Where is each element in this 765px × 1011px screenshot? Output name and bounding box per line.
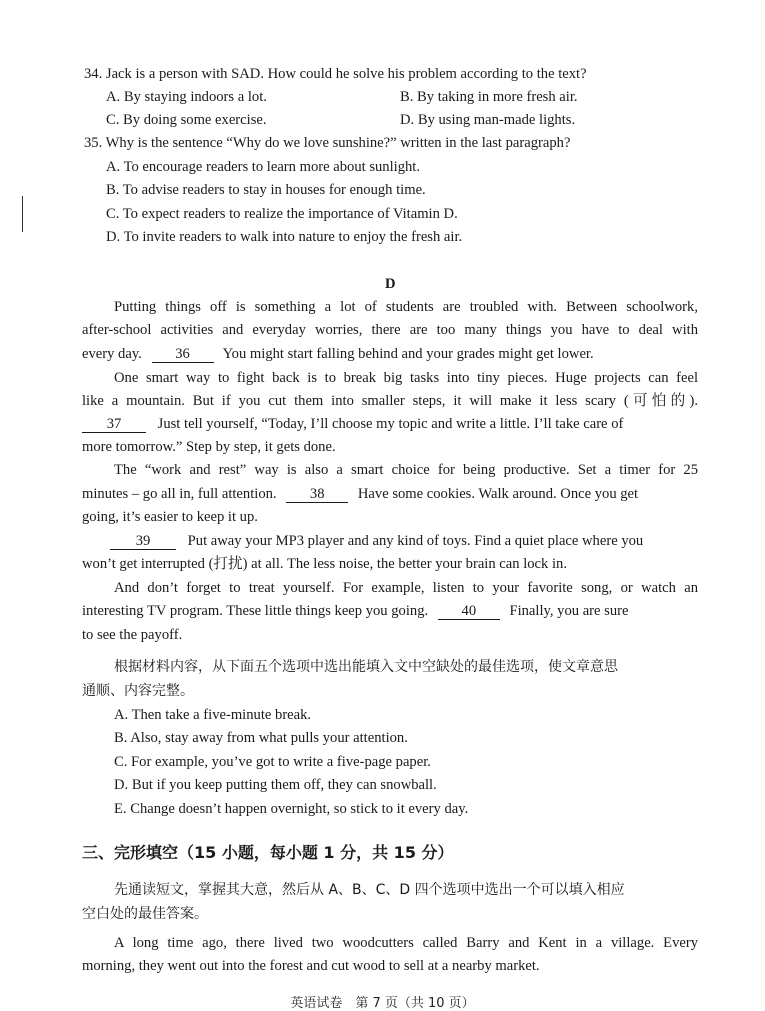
passage-d-line: Putting things off is something a lot of students are troubled with. Between schoolwork, bbox=[114, 299, 698, 315]
question-35-stem: 35. Why is the sentence “Why do we love sunshine?” written in the last paragraph? bbox=[84, 135, 571, 151]
option-e: E. Change doesn’t happen overnight, so stick to it every day. bbox=[114, 801, 469, 817]
passage-d-text: interesting TV program. These little things keep you going. bbox=[82, 603, 429, 619]
instruction-d: 根据材料内容，从下面五个选项中选出能填入文中空缺处的最佳选项，使文章意思 bbox=[114, 659, 618, 675]
passage-d-line: going, it’s easier to keep it up. bbox=[82, 509, 258, 525]
margin-mark bbox=[22, 196, 23, 232]
section-instruction: 空白处的最佳答案。 bbox=[82, 906, 208, 922]
passage-d-text: Finally, you are sure bbox=[509, 603, 629, 619]
section-title: 三、完形填空（15 小题，每小题 1 分，共 15 分） bbox=[82, 843, 454, 862]
passage-d-text: every day. bbox=[82, 346, 142, 362]
page-footer: 英语试卷 第 7 页（共 10 页） bbox=[290, 996, 475, 1011]
section-instruction: 先通读短文，掌握其大意，然后从 A、B、C、D 四个选项中选出一个可以填入相应 bbox=[114, 882, 625, 898]
passage-d-line: One smart way to fight back is to break big tasks into tiny pieces. Huge projects can feel bbox=[114, 370, 698, 386]
passage-d-line: like a mountain. But if you cut them into smaller steps, it will make it less scary (可怕的). bbox=[82, 393, 698, 409]
blank-36[interactable]: 36 bbox=[152, 346, 214, 363]
passage-d-line bbox=[82, 344, 594, 364]
passage-d-line: won’t get interrupted (打扰) at all. The less noise, the better your brain can lock in. bbox=[82, 556, 567, 572]
blank-39[interactable]: 39 bbox=[110, 533, 176, 550]
question-35-option-d: D. To invite readers to walk into nature to enjoy the fresh air. bbox=[106, 229, 463, 245]
question-34-stem: 34. Jack is a person with SAD. How could he solve his problem according to the text? bbox=[84, 66, 587, 82]
passage-d-line: The “work and rest” way is also a smart choice for being productive. Set a timer for 25 bbox=[114, 462, 698, 478]
question-34-option-d: D. By using man-made lights. bbox=[400, 112, 576, 128]
option-b: B. Also, stay away from what pulls your attention. bbox=[114, 730, 408, 746]
option-d: D. But if you keep putting them off, they can snowball. bbox=[114, 777, 437, 793]
passage-d-line bbox=[82, 484, 638, 504]
cloze-passage-line: A long time ago, there lived two woodcutters called Barry and Kent in a village. Every bbox=[114, 935, 698, 951]
passage-d-line: more tomorrow.” Step by step, it gets done. bbox=[82, 439, 336, 455]
passage-d-line: And don’t forget to treat yourself. For example, listen to your favorite song, or watch an bbox=[114, 580, 698, 596]
question-34-option-a: A. By staying indoors a lot. bbox=[106, 89, 267, 105]
passage-d-heading: D bbox=[385, 276, 396, 292]
question-35-option-c: C. To expect readers to realize the importance of Vitamin D. bbox=[106, 206, 458, 222]
passage-d-text: Just tell yourself, “Today, I’ll choose my topic and write a little. I’ll take care of bbox=[157, 416, 624, 432]
question-34-option-b: B. By taking in more fresh air. bbox=[400, 89, 578, 105]
passage-d-line bbox=[82, 601, 628, 621]
option-a: A. Then take a five-minute break. bbox=[114, 707, 312, 723]
passage-d-text: minutes – go all in, full attention. bbox=[82, 486, 277, 502]
cloze-passage-line: morning, they went out into the forest and cut wood to sell at a nearby market. bbox=[82, 958, 540, 974]
question-35-option-a: A. To encourage readers to learn more about sunlight. bbox=[106, 159, 420, 175]
passage-d-text: You might start falling behind and your grades might get lower. bbox=[222, 346, 594, 362]
question-34-option-c: C. By doing some exercise. bbox=[106, 112, 267, 128]
instruction-d: 通顺、内容完整。 bbox=[82, 683, 194, 699]
blank-40[interactable]: 40 bbox=[438, 603, 500, 620]
blank-37[interactable]: 37 bbox=[82, 416, 146, 433]
question-35-option-b: B. To advise readers to stay in houses for enough time. bbox=[106, 182, 426, 198]
passage-d-text: Put away your MP3 player and any kind of toys. Find a quiet place where you bbox=[187, 533, 644, 549]
passage-d-line: after-school activities and everyday worries, there are too many things you have to deal with bbox=[82, 322, 698, 338]
passage-d-line bbox=[110, 531, 643, 551]
passage-d-line: to see the payoff. bbox=[82, 627, 183, 643]
blank-38[interactable]: 38 bbox=[286, 486, 348, 503]
passage-d-text: Have some cookies. Walk around. Once you get bbox=[357, 486, 639, 502]
passage-d-line bbox=[82, 414, 623, 434]
option-c: C. For example, you’ve got to write a five-page paper. bbox=[114, 754, 431, 770]
